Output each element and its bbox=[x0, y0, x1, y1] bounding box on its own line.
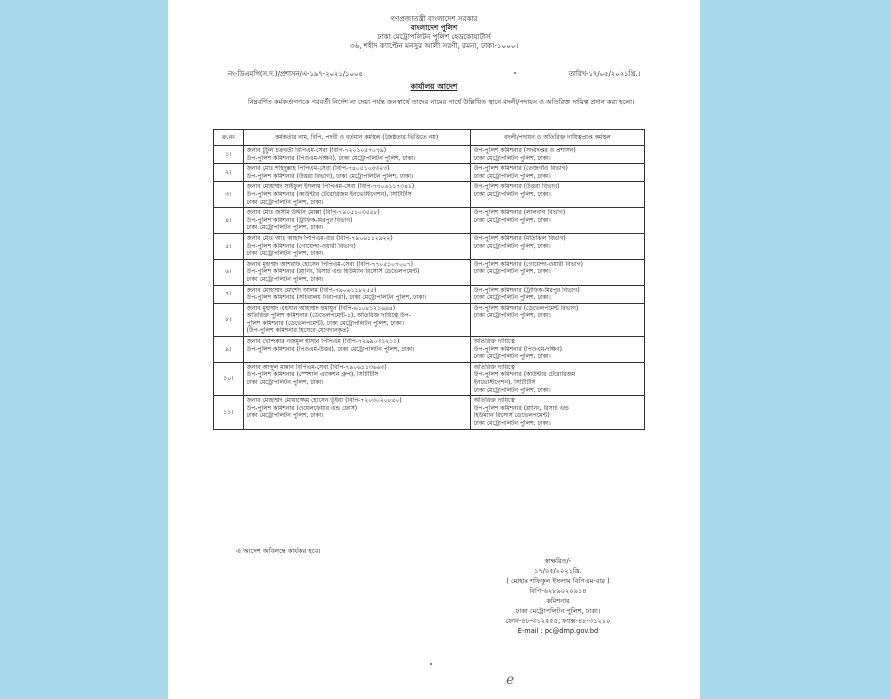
current-posting-line: উপ-পুলিশ কমিশনার (উত্তরা বিভাগ), ঢাকা মেট্রোপলিটন পুলিশ, ঢাকা। bbox=[246, 172, 414, 180]
header-new: বদলী/পদায়ন ও অতিরিক্ত দায়িত্বপ্রাপ্ত কর্মস্থল bbox=[470, 130, 644, 146]
row-serial: ২। bbox=[214, 164, 244, 182]
current-posting-line: উপ-পুলিশ কমিশনার (সচিবালয় নিরাপত্তা), ঢাকা মেট্রোপলিটন পুলিশ, ঢাকা। bbox=[246, 294, 427, 302]
new-posting-line: ঢাকা মেট্রোপলিটন পুলিশ, ঢাকা। bbox=[473, 216, 551, 224]
new-posting-line: অতিরিক্ত দায়িত্বে bbox=[473, 338, 515, 346]
row-serial: ৫। bbox=[214, 233, 244, 259]
table-row bbox=[214, 337, 645, 363]
current-posting-line: উপ-পুলিশ কমিশনার (পিওএম-দক্ষিণ), ঢাকা মেট্রোপলিটন পুলিশ, ঢাকা। bbox=[246, 154, 416, 162]
current-posting-line: ঢাকা মেট্রোপলিটন পুলিশ, ঢাকা। bbox=[246, 412, 324, 420]
current-posting-line: অতিরিক্ত পুলিশ কমিশনার (ডেভেলপমেন্ট-১), অতিরিক্ত দায়িত্বে উপ- bbox=[246, 312, 411, 320]
signatory-bp: বিপি-৬২৮৯০২০৯১৪ bbox=[529, 587, 587, 595]
document-page bbox=[168, 0, 700, 699]
memo-date: তারিখ-১৭/০৫/২০২১খ্রি.। bbox=[568, 70, 640, 78]
table-row bbox=[214, 208, 645, 234]
signature-block bbox=[478, 556, 638, 636]
row-new-posting bbox=[470, 396, 644, 429]
current-posting-line: জনাব মোঃ শহিদুল্লাহ পিপিএম-সেবা (বিপি-৭৪০৫১০৩৩২৩) bbox=[246, 165, 390, 173]
new-posting-line: ঢাকা মেট্রোপলিটন পুলিশ, ঢাকা। bbox=[473, 420, 551, 427]
address-line: ৩৬, শহীদ ক্যাপ্টেন মনসুর আলী সরণী, রমনা, ঢাকা-১০০০। bbox=[349, 41, 519, 50]
row-serial: ১০। bbox=[214, 362, 244, 395]
new-posting-line: অতিরিক্ত দায়িত্বে bbox=[473, 397, 515, 405]
new-posting-line: ঢাকা মেট্রোপলিটন পুলিশ, ঢাকা। bbox=[473, 154, 551, 162]
new-posting-line: উপ-পুলিশ কমিশনার (মতিঝিল বিভাগ) bbox=[473, 234, 566, 242]
current-posting-line: জনাব মোহাম্মদ মোর্শেদ আলম (বিপি-৭৯০৬১১৮২৫৫) bbox=[246, 286, 377, 294]
row-current-posting bbox=[243, 337, 470, 363]
row-new-posting bbox=[470, 285, 644, 303]
table-row bbox=[214, 164, 645, 182]
current-posting-line: জনাব মুহাম্মদ এহসান আহাম্মদ হুমায়ুন (বিপি-৬১০৮১২১৬৯৪) bbox=[246, 304, 396, 312]
row-current-posting bbox=[243, 285, 470, 303]
row-serial: ৭। bbox=[214, 285, 244, 303]
police-line: বাংলাদেশ পুলিশ bbox=[410, 23, 458, 32]
row-new-posting bbox=[470, 362, 644, 395]
current-posting-line: উপ-পুলিশ কমিশনার (পিওএম-উত্তর), ঢাকা মেট্রোপলিটন পুলিশ, ঢাকা। bbox=[246, 345, 415, 353]
new-posting-line: হিউম্যান রিসোর্স ডেভেলপমেন্ট) bbox=[473, 412, 550, 420]
current-posting-line: জনাব মোহাম্মদ মোয়াজ্জেম হোসেন ভূঁইয়া (বিপি-৭২০৩০২০৮৫০) bbox=[246, 397, 402, 405]
row-serial: ৪। bbox=[214, 208, 244, 234]
govt-line: গণপ্রজাতন্ত্রী বাংলাদেশ সরকার bbox=[390, 14, 478, 23]
table-row bbox=[214, 362, 645, 395]
contact-phone: ফোন-৪৮-৩১২৫৫৫, ফ্যাক্স-৪৮-৩১২১০ bbox=[505, 617, 611, 625]
current-posting-line: ঢাকা মেট্রোপলিটন পুলিশ, ঢাকা। bbox=[246, 379, 324, 387]
current-posting-line: উপ-পুলিশ কমিশনার (ওয়েলফেয়ার এন্ড ফোর্স) bbox=[246, 404, 358, 412]
table-row bbox=[214, 285, 645, 303]
table-row bbox=[214, 233, 645, 259]
row-new-posting bbox=[470, 146, 644, 164]
row-current-posting bbox=[243, 233, 470, 259]
current-posting-line: ঢাকা মেট্রোপলিটন পুলিশ, ঢাকা। bbox=[246, 224, 324, 232]
row-current-posting bbox=[243, 259, 470, 285]
row-new-posting bbox=[470, 337, 644, 363]
current-posting-line: উপ-পুলিশ কমিশনার (কাউন্টার টেরোরিজম ইনভেস্টিগেশন), সিটিটিসি bbox=[246, 190, 412, 198]
table-row bbox=[214, 146, 645, 164]
row-current-posting bbox=[243, 164, 470, 182]
header-sl: ক্র.নং bbox=[214, 130, 244, 146]
row-new-posting bbox=[470, 303, 644, 336]
new-posting-line: উপ-পুলিশ কমিশনার (কাউন্টার টেরোরিজম bbox=[473, 371, 576, 379]
new-posting-line: উপ-পুলিশ কমিশনার (গোয়েন্দা-ওয়ারী বিভাগ) bbox=[473, 260, 583, 268]
row-current-posting bbox=[243, 362, 470, 395]
row-serial: ১। bbox=[214, 146, 244, 164]
new-posting-line: ঢাকা মেট্রোপলিটন পুলিশ, ঢাকা। bbox=[473, 172, 551, 180]
row-new-posting bbox=[470, 233, 644, 259]
new-posting-line: ঢাকা মেট্রোপলিটন পুলিশ, ঢাকা। bbox=[473, 386, 551, 394]
contact-email: E-mail : pc@dmp.gov.bd bbox=[517, 627, 599, 635]
new-posting-line: ঢাকা মেট্রোপলিটন পুলিশ, ঢাকা। bbox=[473, 242, 551, 250]
row-serial: ৮। bbox=[214, 303, 244, 336]
current-posting-line: জনাব মোহাম্মদ সাইফুল ইসলাম পিপিএম-সেবা (বিপি-৭৭০৬১১৭৩৪১) bbox=[246, 183, 415, 191]
row-current-posting bbox=[243, 146, 470, 164]
new-posting-line: ইনভেস্টিগেশন), সিটিটিসি bbox=[473, 379, 536, 387]
current-posting-line: ঢাকা মেট্রোপলিটন পুলিশ, ঢাকা। bbox=[246, 198, 324, 206]
new-posting-line: উপ-পুলিশ কমিশনার (সদরদপ্তর ও প্রশাসন) bbox=[473, 147, 576, 154]
new-posting-line: উপ-পুলিশ কমিশনার (ট্রাফিক-মিরপুর বিভাগ) bbox=[473, 286, 580, 294]
new-posting-line: ঢাকা মেট্রোপলিটন পুলিশ, ঢাকা। bbox=[473, 190, 551, 198]
signatory-org: ঢাকা মেট্রোপলিটন পুলিশ, ঢাকা। bbox=[515, 607, 601, 615]
row-new-posting bbox=[470, 182, 644, 208]
hq-line: ঢাকা মেট্রোপলিটন পুলিশ হেডকোয়ার্টার্স bbox=[377, 32, 491, 41]
current-posting-line: (উপ-পুলিশ কমিশনার হিসেবে যোগদানকৃত) bbox=[246, 327, 349, 335]
effective-note: এ আদেশ অবিলম্বে কার্যকর হবে। bbox=[236, 547, 321, 555]
transfer-table bbox=[213, 129, 645, 430]
current-posting-line: পুলিশ কমিশনার (ডেভেলপমেন্ট), ঢাকা মেট্রোপলিটন পুলিশ, ঢাকা। bbox=[246, 319, 404, 327]
current-posting-line: জনাব খোন্দকার নজমুল হাসান পিপিএম (বিপি-৭২৯৯০৩১২১১) bbox=[246, 338, 400, 346]
row-new-posting bbox=[470, 259, 644, 285]
row-new-posting bbox=[470, 164, 644, 182]
current-posting-line: উপ-পুলিশ কমিশনার (স্পেশাল এ্যাকশন গ্রুপ), সিটিটিসি bbox=[246, 371, 379, 379]
new-posting-line: উপ-পুলিশ কমিশনার (তেজগাঁও বিভাগ) bbox=[473, 165, 568, 173]
row-current-posting bbox=[243, 182, 470, 208]
new-posting-line: ঢাকা মেট্রোপলিটন পুলিশ, ঢাকা। bbox=[473, 312, 551, 320]
current-posting-line: উপ-পুলিশ কমিশনার (গোয়েন্দা-ওয়ারী বিভাগ) bbox=[246, 242, 356, 250]
scribble-mark: ℯ bbox=[506, 672, 515, 688]
current-posting-line: জনাব আব্দুল মান্নান বিপিএম-সেবা (বিপি-৭৯০৬১১৩৬৬৩) bbox=[246, 363, 387, 371]
new-posting-line: উপ-পুলিশ কমিশনার (প্লানিং, রিসার্চ এন্ড bbox=[473, 404, 569, 412]
current-posting-line: উপ-পুলিশ কমিশনার (ট্রাফিক-মিরপুর বিভাগ) bbox=[246, 216, 353, 224]
current-posting-line: জনাব মোঃ আঃ আহাদ পিপিএম-বার (বিপি-৭৯০৬১১২৯২২) bbox=[246, 234, 393, 242]
signatory-designation: কমিশনার bbox=[546, 597, 570, 605]
row-serial: ৩। bbox=[214, 182, 244, 208]
new-posting-line: উপ-পুলিশ কমিশনার (লালবাগ বিভাগ) bbox=[473, 209, 566, 217]
letterhead bbox=[168, 14, 700, 50]
current-posting-line: উপ-পুলিশ কমিশনার (প্লানিং, রিসার্চ এন্ড হিউম্যান রিসোর্স ডেভেলপমেন্ট) bbox=[246, 268, 420, 276]
row-serial: ৯। bbox=[214, 337, 244, 363]
current-posting-line: ঢাকা মেট্রোপলিটন পুলিশ, ঢাকা। bbox=[246, 250, 324, 258]
table-header-row bbox=[214, 130, 645, 146]
current-posting-line: জনাব মোঃ জসীম উদ্দীন মোল্লা (বিপি-৭৯০৫১০৩৫৫৮) bbox=[246, 209, 380, 217]
signed-label: স্বাক্ষরিত/- bbox=[544, 557, 572, 565]
table-row bbox=[214, 303, 645, 336]
row-current-posting bbox=[243, 396, 470, 429]
new-posting-line: উপ-পুলিশ কমিশনার (ডেভেলপমেন্ট বিভাগ) bbox=[473, 304, 579, 312]
speck bbox=[430, 663, 432, 665]
table-row bbox=[214, 259, 645, 285]
new-posting-line: উপ-পুলিশ কমিশনার (পিওএম-দক্ষিণ) bbox=[473, 345, 563, 353]
signatory-name: ( মোহাঃ শফিকুল ইসলাম বিপিএম-বার ) bbox=[506, 577, 610, 585]
row-serial: ১১। bbox=[214, 396, 244, 429]
signature-date: ১৭/০৫/২০২১খ্রি. bbox=[534, 567, 582, 575]
new-posting-line: ঢাকা মেট্রোপলিটন পুলিশ, ঢাকা। bbox=[473, 268, 551, 276]
table-row bbox=[214, 396, 645, 429]
office-order-title: কার্যালয় আদেশ bbox=[410, 82, 458, 91]
intro-paragraph: নিম্নবর্ণিত কর্মকর্তাগণকে পরবর্তী নির্দেশ না দেয়া পর্যন্ত জনস্বার্থে তাদের নামের পার্শ্বে উল্লিখিত স্থানে বদলী/পদায়ন ও অতিরিক্ত দায়িত্ব প্রদান করা হলো। bbox=[248, 98, 635, 106]
header-current: কর্মকর্তার নাম, বিপি, পদবী ও বর্তমান কর্মস্থল (জৈষ্ঠতার ভিত্তিতে নয়) bbox=[243, 130, 470, 146]
current-posting-line: জনাব টুটুল চক্রবর্তী বিপিএম-সেবা (বিপি-৭২০১০৫৭০৭৯) bbox=[246, 147, 387, 154]
new-posting-line: অতিরিক্ত দায়িত্বে bbox=[473, 363, 515, 371]
row-current-posting bbox=[243, 303, 470, 336]
row-current-posting bbox=[243, 208, 470, 234]
new-posting-line: ঢাকা মেট্রোপলিটন পুলিশ, ঢাকা। bbox=[473, 353, 551, 361]
new-posting-line: উপ-পুলিশ কমিশনার (উত্তরা বিভাগ) bbox=[473, 183, 560, 191]
row-serial: ৬। bbox=[214, 259, 244, 285]
new-posting-line: ঢাকা মেট্রোপলিটন পুলিশ, ঢাকা। bbox=[473, 294, 551, 302]
table-row bbox=[214, 182, 645, 208]
current-posting-line: জনাব মুহাম্মদ আশরাফ হোসেন পিপিএম-সেবা (বিপি-৭৭০৫১০৭০০৭) bbox=[246, 260, 414, 268]
speck bbox=[514, 72, 516, 74]
row-new-posting bbox=[470, 208, 644, 234]
current-posting-line: ঢাকা মেট্রোপলিটন পুলিশ, ঢাকা। bbox=[246, 275, 324, 283]
memo-number: নং-ডিএমপি(স.দ.)/প্রশাসন/এ-১৯৭-২০২১/১০০৫ bbox=[228, 70, 363, 78]
